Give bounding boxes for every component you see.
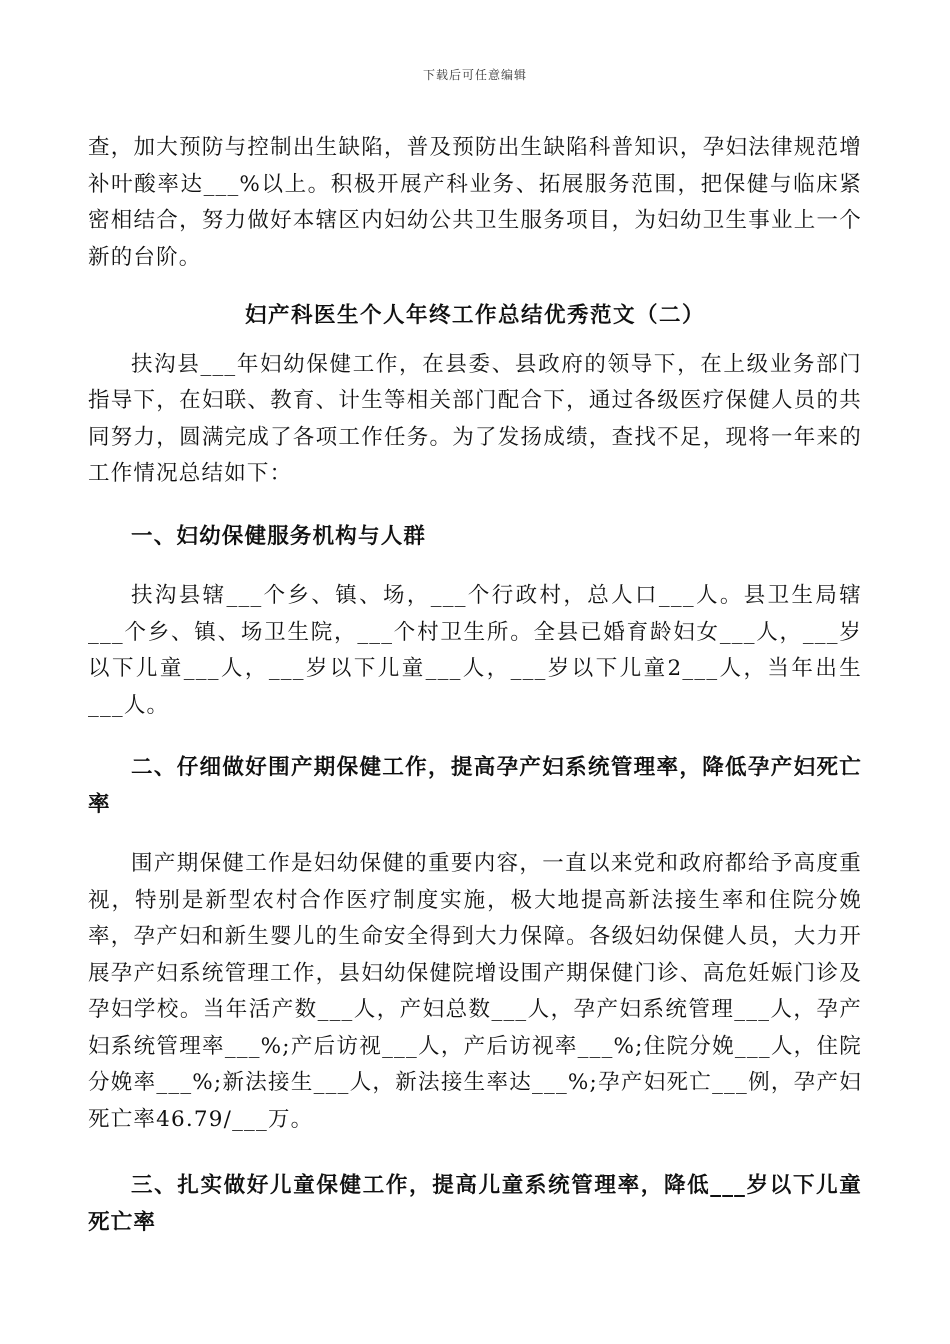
paragraph-2: 围产期保健工作是妇幼保健的重要内容，一直以来党和政府都给予高度重视，特别是新型农村合作医疗制度实施，极大地提高新法接生率和住院分娩率，孕产妇和新生婴儿的生命安全得到大力保障。各级妇幼保健人员，大力开展孕产妇系统管理工作，县妇幼保健院增设围产期保健门诊、高危妊娠门诊及孕妇学校。当年活产数___人，产妇总数___人，孕产妇系统管理___人，孕产妇系统管理率___%;产后访视___人，产后访视率___%;住院分娩___人，住院分娩率___%;新法接生___人，新法接生率达___%;孕产妇死亡___例，孕产妇死亡率46.79/___万。 [88,851,862,1132]
paragraph-1: 扶沟县辖___个乡、镇、场，___个行政村，总人口___人。县卫生局辖___个乡、镇、场卫生院，___个村卫生所。全县已婚育龄妇女___人，___岁以下儿童___人，___岁以下儿童___人，___岁以下儿童2___人，当年出生___人。 [88,583,862,718]
section-title: 妇产科医生个人年终工作总结优秀范文（二） [244,303,705,328]
heading-2: 二、仔细做好围产期保健工作，提高孕产妇系统管理率，降低孕产妇死亡率 [88,755,862,817]
opening-paragraph: 扶沟县___年妇幼保健工作，在县委、县政府的领导下，在上级业务部门指导下，在妇联、教育、计生等相关部门配合下，通过各级医疗保健人员的共同努力，圆满完成了各项工作任务。为了发扬成绩，查找不足，现将一年来的工作情况总结如下： [88,351,862,486]
heading-1: 一、妇幼保健服务机构与人群 [131,523,427,549]
document-body [88,130,862,1241]
header-note: 下载后可任意编辑 [422,68,527,82]
intro-paragraph: 查，加大预防与控制出生缺陷，普及预防出生缺陷科普知识，孕妇法律规范增补叶酸率达___%以上。积极开展产科业务、拓展服务范围，把保健与临床紧密相结合，努力做好本辖区内妇幼公共卫生服务项目，为妇幼卫生事业上一个新的台阶。 [88,135,862,270]
heading-3: 三、扎实做好儿童保健工作，提高儿童系统管理率，降低___岁以下儿童死亡率 [88,1173,862,1235]
